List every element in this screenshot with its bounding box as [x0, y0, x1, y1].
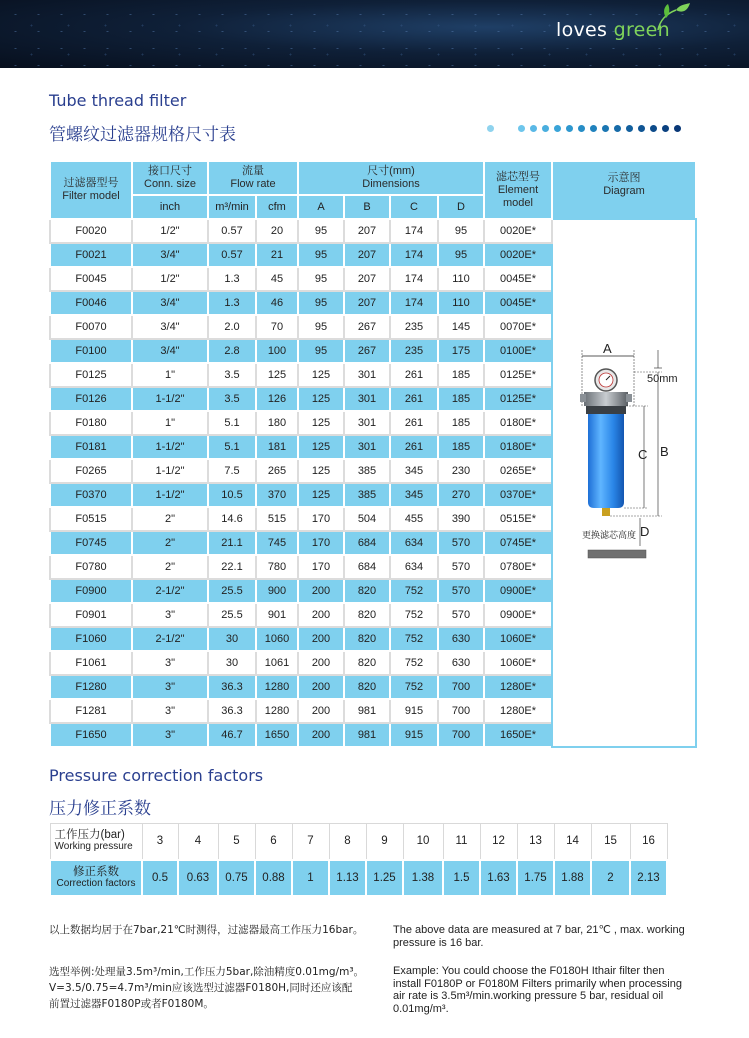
cell-flow-cfm: 100	[256, 339, 298, 363]
cell-filter-model: F0180	[50, 411, 132, 435]
pressure-correction-table	[49, 823, 668, 897]
cell-conn-size: 3"	[132, 675, 208, 699]
leaf-icon	[652, 2, 692, 32]
cell-flow-m3: 36.3	[208, 675, 256, 699]
cell-conn-size: 1-1/2"	[132, 459, 208, 483]
pressure-value: 3	[142, 824, 178, 860]
cell-element-model: 1280E*	[484, 675, 552, 699]
cell-element-model: 0780E*	[484, 555, 552, 579]
header-filter-model: 过滤器型号 Filter model	[50, 161, 132, 219]
cell-dim-a: 170	[298, 531, 344, 555]
brand-word-green: green	[613, 19, 670, 41]
cell-dim-d: 570	[438, 603, 484, 627]
correction-factor-value: 2	[591, 860, 630, 896]
cell-flow-cfm: 21	[256, 243, 298, 267]
cell-conn-size: 2"	[132, 531, 208, 555]
cell-element-model: 1060E*	[484, 627, 552, 651]
dim-label-change-height: 更换滤芯高度	[582, 531, 637, 541]
cell-flow-cfm: 70	[256, 315, 298, 339]
cell-filter-model: F0515	[50, 507, 132, 531]
cell-dim-c: 174	[390, 267, 438, 291]
cell-dim-c: 634	[390, 531, 438, 555]
cell-flow-cfm: 370	[256, 483, 298, 507]
pressure-value: 10	[403, 824, 443, 860]
cell-dim-b: 301	[344, 435, 390, 459]
cell-filter-model: F0900	[50, 579, 132, 603]
cell-flow-cfm: 1061	[256, 651, 298, 675]
correction-factor-value: 1.25	[366, 860, 403, 896]
cell-dim-c: 345	[390, 483, 438, 507]
cell-element-model: 0515E*	[484, 507, 552, 531]
cell-element-model: 0900E*	[484, 579, 552, 603]
cell-dim-d: 110	[438, 291, 484, 315]
pressure-value: 16	[630, 824, 667, 860]
cell-dim-b: 207	[344, 243, 390, 267]
cell-dim-a: 170	[298, 507, 344, 531]
correction-factor-value: 1.88	[554, 860, 591, 896]
cell-dim-d: 145	[438, 315, 484, 339]
cell-dim-a: 200	[298, 651, 344, 675]
cell-dim-d: 700	[438, 723, 484, 747]
cell-element-model: 1650E*	[484, 723, 552, 747]
cell-dim-d: 185	[438, 363, 484, 387]
cell-dim-c: 752	[390, 579, 438, 603]
cell-dim-a: 125	[298, 411, 344, 435]
cell-conn-size: 3"	[132, 723, 208, 747]
cell-dim-a: 170	[298, 555, 344, 579]
section2-title-en: Pressure correction factors	[49, 766, 264, 785]
cell-dim-c: 752	[390, 651, 438, 675]
cell-filter-model: F1060	[50, 627, 132, 651]
cell-filter-model: F1650	[50, 723, 132, 747]
pressure-value: 4	[178, 824, 218, 860]
pressure-value: 5	[218, 824, 255, 860]
pressure-value: 9	[366, 824, 403, 860]
cell-dim-d: 630	[438, 627, 484, 651]
cell-conn-size: 1"	[132, 363, 208, 387]
cell-dim-d: 175	[438, 339, 484, 363]
pressure-value: 11	[443, 824, 480, 860]
header-dimensions: 尺寸(mm) Dimensions	[298, 161, 484, 195]
correction-factor-value: 0.63	[178, 860, 218, 896]
cell-dim-b: 385	[344, 459, 390, 483]
section-title-cn: 管螺纹过滤器规格尺寸表	[49, 125, 236, 145]
cell-flow-m3: 36.3	[208, 699, 256, 723]
dim-label-d: D	[640, 524, 650, 539]
cell-flow-m3: 25.5	[208, 603, 256, 627]
cell-dim-a: 200	[298, 723, 344, 747]
cell-element-model: 0020E*	[484, 243, 552, 267]
cell-conn-size: 1-1/2"	[132, 483, 208, 507]
cell-element-model: 0180E*	[484, 411, 552, 435]
cell-element-model: 0745E*	[484, 531, 552, 555]
cell-filter-model: F0045	[50, 267, 132, 291]
cell-dim-a: 125	[298, 387, 344, 411]
cell-element-model: 0020E*	[484, 219, 552, 243]
cell-dim-d: 700	[438, 675, 484, 699]
cell-flow-cfm: 1280	[256, 675, 298, 699]
cell-dim-b: 820	[344, 627, 390, 651]
pressure-row-label: 工作压力(bar) Working pressure	[50, 824, 142, 860]
cell-filter-model: F0745	[50, 531, 132, 555]
cell-flow-m3: 1.3	[208, 267, 256, 291]
cell-conn-size: 3/4"	[132, 339, 208, 363]
cell-dim-c: 235	[390, 339, 438, 363]
cell-flow-m3: 25.5	[208, 579, 256, 603]
cell-conn-size: 3/4"	[132, 243, 208, 267]
cell-filter-model: F0181	[50, 435, 132, 459]
correction-factor-value: 1.5	[443, 860, 480, 896]
cell-flow-m3: 30	[208, 651, 256, 675]
cell-filter-model: F0100	[50, 339, 132, 363]
cell-conn-size: 2-1/2"	[132, 579, 208, 603]
note-en-measurement: The above data are measured at 7 bar, 21℃ , max. working pressure is 16 bar.	[393, 924, 685, 949]
cell-filter-model: F0021	[50, 243, 132, 267]
dim-label-a: A	[603, 341, 612, 356]
cell-filter-model: F0126	[50, 387, 132, 411]
pressure-value: 15	[591, 824, 630, 860]
cell-dim-d: 230	[438, 459, 484, 483]
cell-dim-a: 200	[298, 699, 344, 723]
cell-dim-d: 95	[438, 243, 484, 267]
pressure-value: 6	[255, 824, 292, 860]
note-cn-measurement: 以上数据均居于在7bar,21℃时测得，过滤器最高工作压力16bar。	[49, 924, 364, 936]
cell-dim-d: 390	[438, 507, 484, 531]
pressure-value: 7	[292, 824, 329, 860]
section-title-en: Tube thread filter	[49, 91, 187, 110]
header-banner	[0, 0, 749, 68]
cell-flow-m3: 2.0	[208, 315, 256, 339]
cell-dim-b: 267	[344, 315, 390, 339]
cell-filter-model: F0070	[50, 315, 132, 339]
cell-dim-a: 95	[298, 267, 344, 291]
cell-flow-cfm: 1060	[256, 627, 298, 651]
cell-conn-size: 1-1/2"	[132, 435, 208, 459]
cell-filter-model: F1280	[50, 675, 132, 699]
cell-flow-cfm: 265	[256, 459, 298, 483]
header-flow-unit-cfm: cfm	[256, 195, 298, 219]
cell-dim-b: 820	[344, 603, 390, 627]
cell-dim-c: 261	[390, 387, 438, 411]
cell-flow-cfm: 180	[256, 411, 298, 435]
cell-conn-size: 3"	[132, 603, 208, 627]
cell-flow-m3: 14.6	[208, 507, 256, 531]
cell-dim-c: 634	[390, 555, 438, 579]
correction-factor-value: 0.88	[255, 860, 292, 896]
cell-dim-d: 630	[438, 651, 484, 675]
cell-flow-cfm: 125	[256, 363, 298, 387]
cell-dim-d: 270	[438, 483, 484, 507]
cell-flow-m3: 3.5	[208, 387, 256, 411]
dim-label-50mm: 50mm	[647, 373, 678, 385]
cell-conn-size: 1/2"	[132, 267, 208, 291]
cell-conn-size: 2"	[132, 555, 208, 579]
cell-dim-c: 261	[390, 435, 438, 459]
correction-factor-value: 1.13	[329, 860, 366, 896]
cell-dim-b: 820	[344, 675, 390, 699]
cell-filter-model: F0125	[50, 363, 132, 387]
cell-flow-m3: 3.5	[208, 363, 256, 387]
pressure-value: 14	[554, 824, 591, 860]
correction-factor-value: 1.63	[480, 860, 517, 896]
cell-dim-b: 820	[344, 579, 390, 603]
cell-element-model: 0265E*	[484, 459, 552, 483]
cell-flow-cfm: 181	[256, 435, 298, 459]
cell-flow-cfm: 1280	[256, 699, 298, 723]
pressure-value: 12	[480, 824, 517, 860]
cell-dim-b: 684	[344, 555, 390, 579]
cell-dim-b: 385	[344, 483, 390, 507]
cell-filter-model: F0780	[50, 555, 132, 579]
cell-element-model: 0125E*	[484, 387, 552, 411]
cell-dim-b: 504	[344, 507, 390, 531]
cell-dim-c: 345	[390, 459, 438, 483]
cell-dim-b: 301	[344, 411, 390, 435]
cell-element-model: 0100E*	[484, 339, 552, 363]
cell-filter-model: F0046	[50, 291, 132, 315]
cell-dim-a: 95	[298, 219, 344, 243]
correction-factor-value: 1.75	[517, 860, 554, 896]
cell-conn-size: 2-1/2"	[132, 627, 208, 651]
cell-flow-m3: 10.5	[208, 483, 256, 507]
cell-dim-c: 915	[390, 699, 438, 723]
cell-filter-model: F0265	[50, 459, 132, 483]
cell-dim-c: 752	[390, 603, 438, 627]
cell-flow-m3: 0.57	[208, 219, 256, 243]
cell-conn-size: 3/4"	[132, 291, 208, 315]
header-element-model: 滤芯型号 Element model	[484, 161, 552, 219]
cell-filter-model: F0370	[50, 483, 132, 507]
cell-dim-c: 261	[390, 411, 438, 435]
cell-dim-a: 200	[298, 627, 344, 651]
cell-flow-cfm: 1650	[256, 723, 298, 747]
cell-flow-cfm: 900	[256, 579, 298, 603]
cell-filter-model: F0901	[50, 603, 132, 627]
correction-factor-value: 0.75	[218, 860, 255, 896]
cell-dim-b: 207	[344, 219, 390, 243]
cell-dim-d: 570	[438, 579, 484, 603]
table-row	[50, 219, 696, 243]
cell-dim-a: 125	[298, 435, 344, 459]
cell-element-model: 0370E*	[484, 483, 552, 507]
cell-dim-d: 185	[438, 387, 484, 411]
cell-dim-b: 684	[344, 531, 390, 555]
cell-flow-m3: 7.5	[208, 459, 256, 483]
cell-flow-cfm: 901	[256, 603, 298, 627]
dim-label-b: B	[660, 444, 669, 459]
header-conn-size: 接口尺寸 Conn. size	[132, 161, 208, 195]
cell-element-model: 0045E*	[484, 291, 552, 315]
cell-dim-b: 267	[344, 339, 390, 363]
factor-row-label: 修正系数 Correction factors	[50, 860, 142, 896]
cell-conn-size: 3/4"	[132, 315, 208, 339]
cell-dim-c: 455	[390, 507, 438, 531]
cell-flow-m3: 30	[208, 627, 256, 651]
cell-dim-a: 95	[298, 315, 344, 339]
cell-conn-size: 1/2"	[132, 219, 208, 243]
cell-dim-b: 301	[344, 387, 390, 411]
correction-factor-value: 2.13	[630, 860, 667, 896]
cell-flow-cfm: 45	[256, 267, 298, 291]
cell-conn-size: 2"	[132, 507, 208, 531]
cell-dim-b: 981	[344, 723, 390, 747]
cell-dim-a: 200	[298, 603, 344, 627]
cell-element-model: 0900E*	[484, 603, 552, 627]
note-en-example: Example: You could choose the F0180H Ithair filter then install F0180P or F0180M Filters primarily when processing air rate is 3.5m³/min.working pressure 5 bar, residual oil 0.01mg/m³.	[393, 965, 682, 1015]
cell-dim-d: 700	[438, 699, 484, 723]
note-cn-example: 选型举例:处理量3.5m³/min,工作压力5bar,除油精度0.01mg/m³。 V=3.5/0.75=4.7m³/min应该选型过滤器F0180H,同时还应该配 前置过滤器F0180P或者F0180M。	[49, 966, 365, 1010]
cell-dim-c: 174	[390, 219, 438, 243]
cell-dim-d: 570	[438, 531, 484, 555]
header-dim-d: D	[438, 195, 484, 219]
brand-word-loves: loves	[556, 19, 608, 41]
cell-flow-m3: 1.3	[208, 291, 256, 315]
cell-flow-m3: 5.1	[208, 435, 256, 459]
cell-element-model: 0125E*	[484, 363, 552, 387]
cell-dim-a: 200	[298, 579, 344, 603]
cell-flow-cfm: 46	[256, 291, 298, 315]
header-dim-c: C	[390, 195, 438, 219]
cell-element-model: 1280E*	[484, 699, 552, 723]
cell-dim-a: 95	[298, 243, 344, 267]
cell-flow-m3: 22.1	[208, 555, 256, 579]
cell-flow-cfm: 126	[256, 387, 298, 411]
cell-dim-a: 125	[298, 363, 344, 387]
cell-dim-b: 820	[344, 651, 390, 675]
cell-dim-d: 185	[438, 411, 484, 435]
cell-flow-cfm: 20	[256, 219, 298, 243]
correction-factor-value: 1	[292, 860, 329, 896]
cell-dim-d: 570	[438, 555, 484, 579]
cell-flow-m3: 0.57	[208, 243, 256, 267]
cell-dim-a: 200	[298, 675, 344, 699]
cell-flow-m3: 21.1	[208, 531, 256, 555]
cell-element-model: 1060E*	[484, 651, 552, 675]
cell-filter-model: F0020	[50, 219, 132, 243]
cell-dim-d: 110	[438, 267, 484, 291]
cell-flow-cfm: 780	[256, 555, 298, 579]
cell-dim-c: 174	[390, 243, 438, 267]
cell-dim-b: 207	[344, 291, 390, 315]
cell-dim-c: 261	[390, 363, 438, 387]
header-dim-b: B	[344, 195, 390, 219]
cell-dim-b: 207	[344, 267, 390, 291]
cell-dim-c: 752	[390, 627, 438, 651]
cell-element-model: 0045E*	[484, 267, 552, 291]
header-flow-unit-m3: m³/min	[208, 195, 256, 219]
cell-filter-model: F1281	[50, 699, 132, 723]
correction-factor-value: 0.5	[142, 860, 178, 896]
cell-flow-cfm: 515	[256, 507, 298, 531]
cell-flow-m3: 5.1	[208, 411, 256, 435]
cell-flow-cfm: 745	[256, 531, 298, 555]
dim-label-c: C	[638, 447, 648, 462]
cell-conn-size: 3"	[132, 651, 208, 675]
cell-dim-a: 95	[298, 291, 344, 315]
cell-flow-m3: 2.8	[208, 339, 256, 363]
cell-dim-a: 125	[298, 483, 344, 507]
cell-dim-a: 125	[298, 459, 344, 483]
cell-dim-c: 752	[390, 675, 438, 699]
cell-filter-model: F1061	[50, 651, 132, 675]
header-flow-rate: 流量 Flow rate	[208, 161, 298, 195]
cell-dim-c: 235	[390, 315, 438, 339]
cell-element-model: 0180E*	[484, 435, 552, 459]
header-dim-a: A	[298, 195, 344, 219]
pressure-value: 13	[517, 824, 554, 860]
cell-dim-b: 301	[344, 363, 390, 387]
cell-conn-size: 1-1/2"	[132, 387, 208, 411]
section2-title-cn: 压力修正系数	[49, 799, 151, 819]
cell-element-model: 0070E*	[484, 315, 552, 339]
correction-factor-value: 1.38	[403, 860, 443, 896]
cell-flow-m3: 46.7	[208, 723, 256, 747]
header-diagram: 示意图 Diagram	[552, 161, 696, 219]
pressure-value: 8	[329, 824, 366, 860]
cell-dim-a: 95	[298, 339, 344, 363]
cell-conn-size: 3"	[132, 699, 208, 723]
cell-dim-d: 185	[438, 435, 484, 459]
filter-diagram	[578, 336, 698, 566]
cell-conn-size: 1"	[132, 411, 208, 435]
cell-dim-d: 95	[438, 219, 484, 243]
header-conn-unit: inch	[132, 195, 208, 219]
cell-dim-c: 174	[390, 291, 438, 315]
cell-dim-c: 915	[390, 723, 438, 747]
cell-dim-b: 981	[344, 699, 390, 723]
